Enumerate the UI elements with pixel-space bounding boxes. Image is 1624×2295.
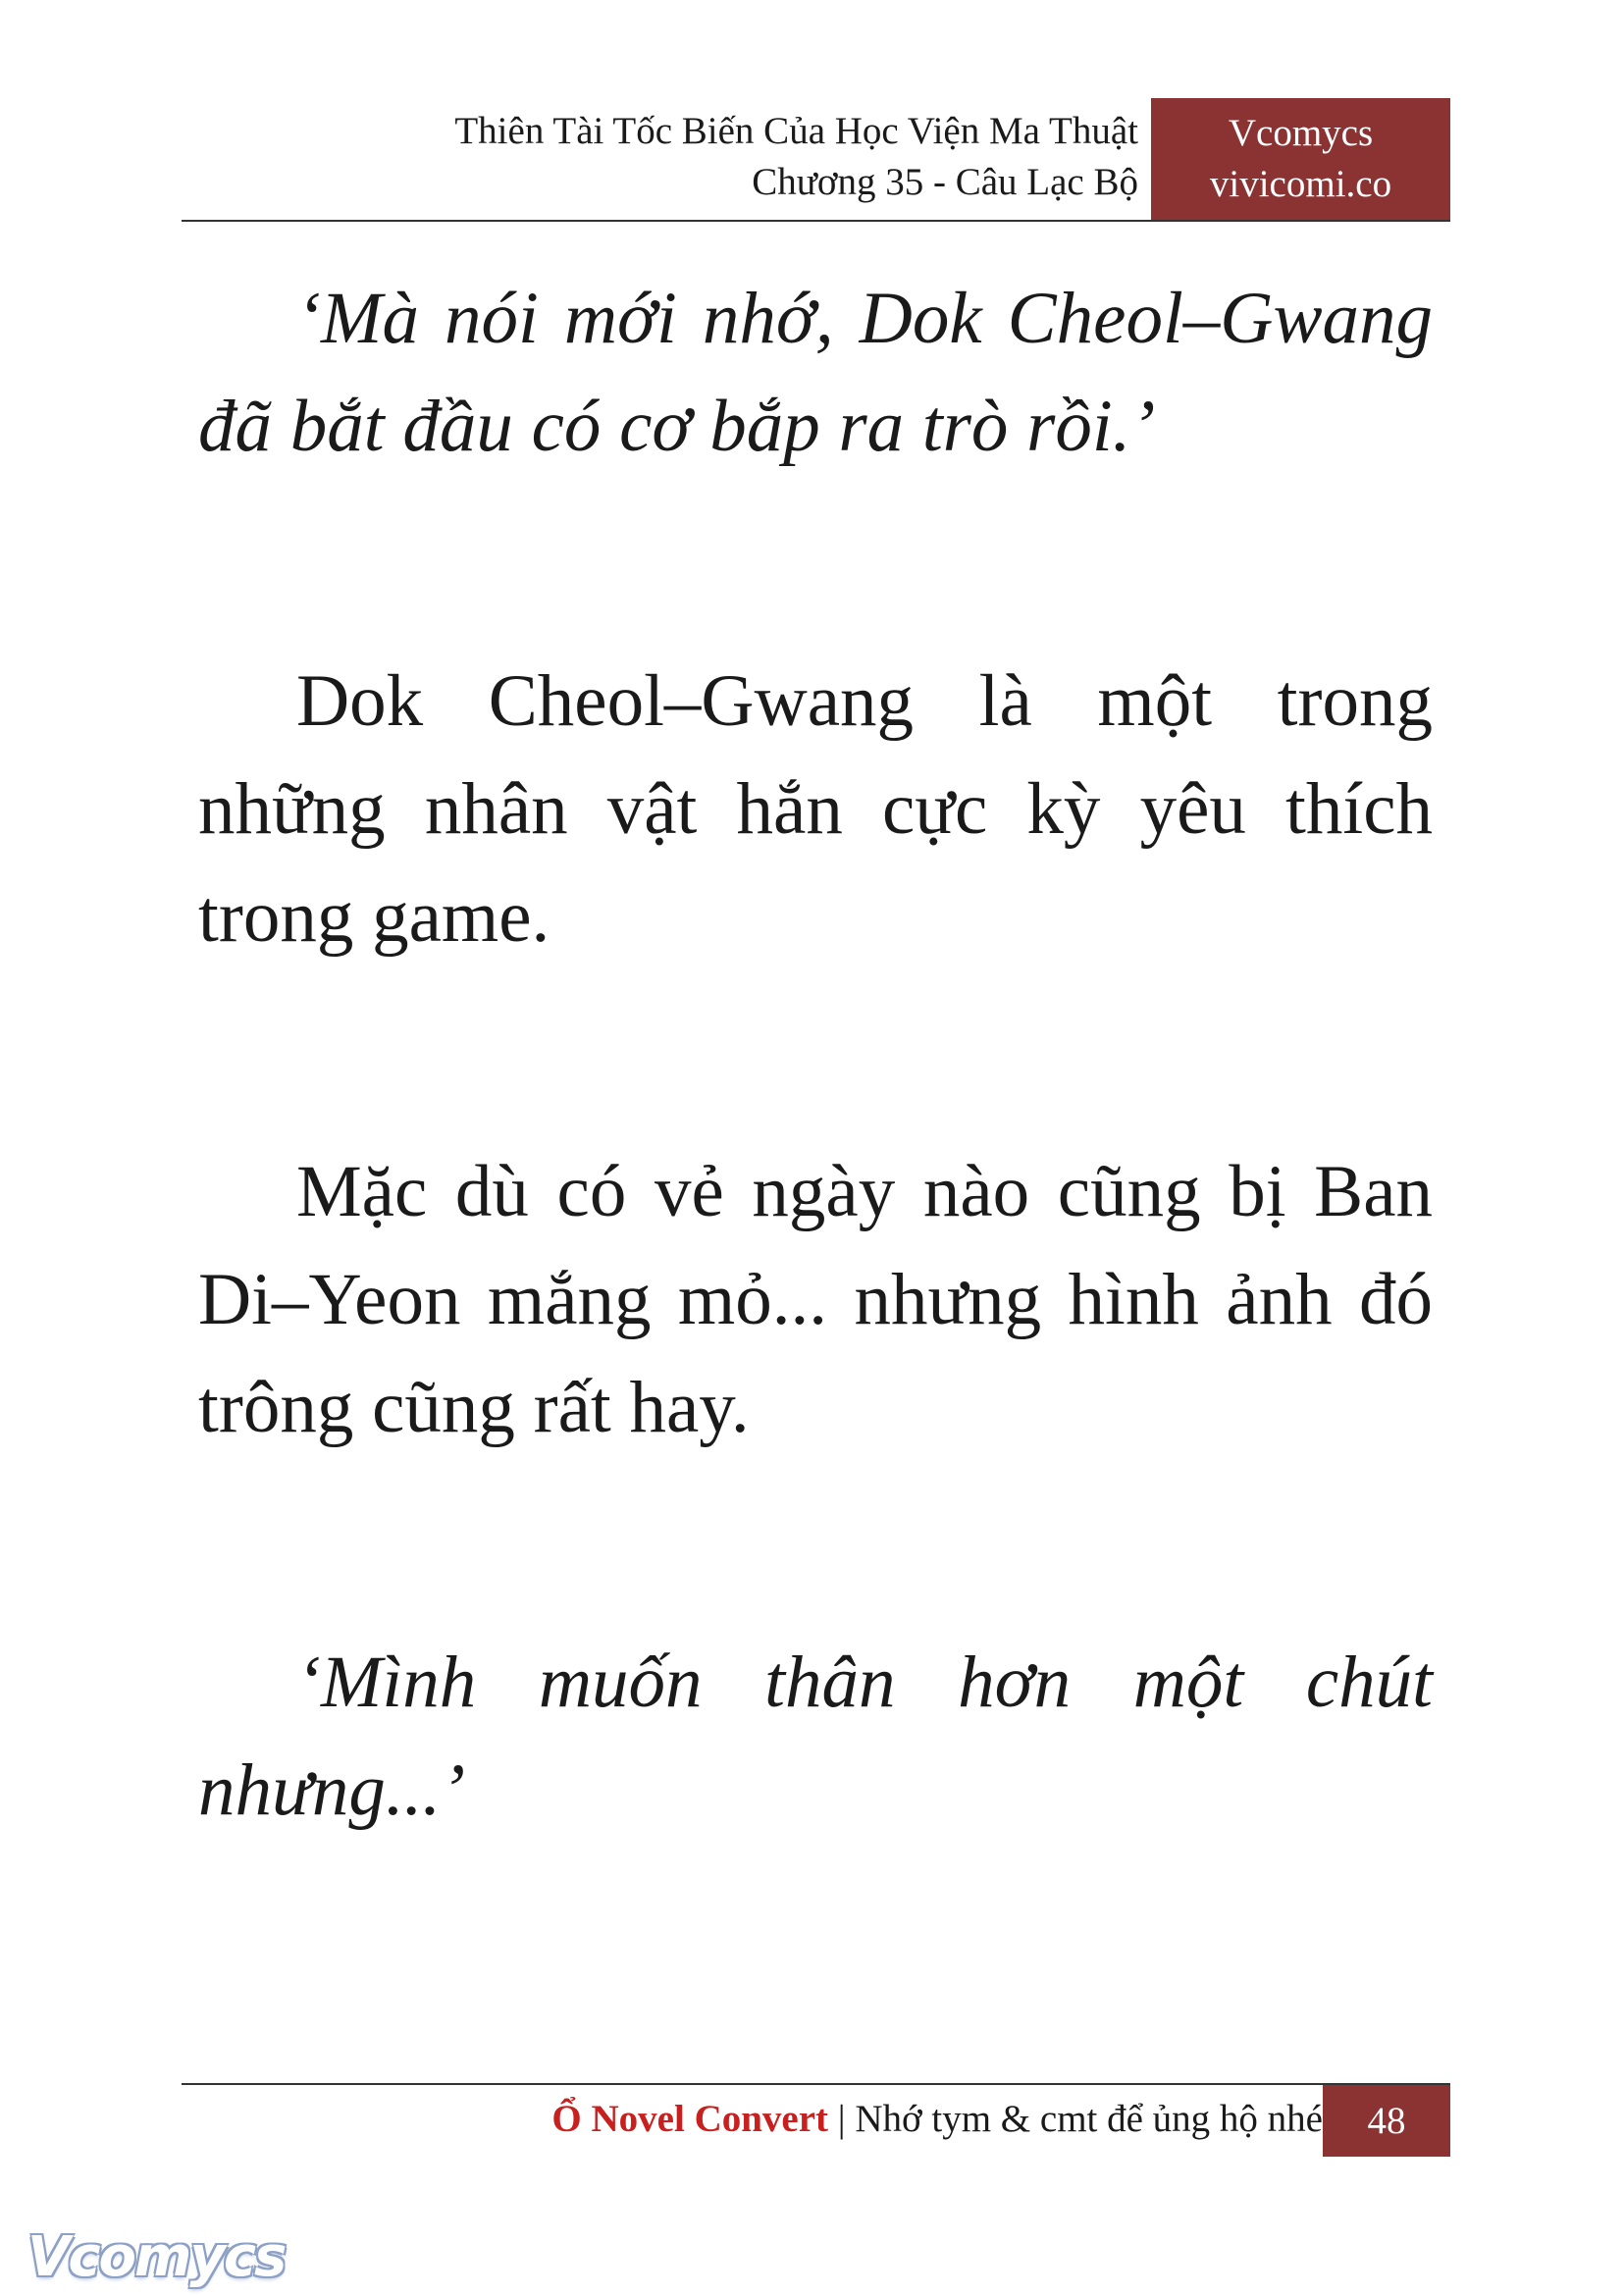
footer-brand: Ổ Novel Convert (551, 2098, 829, 2140)
book-title: Thiên Tài Tốc Biến Của Học Viện Ma Thuật (454, 110, 1138, 152)
footer-message: Nhớ tym & cmt để ủng hộ nhé (855, 2098, 1323, 2140)
watermark-logo: Vcomycs (27, 2225, 286, 2289)
page-body (198, 265, 1433, 2011)
brand-site: vivicomi.co (1209, 163, 1392, 205)
page-header (182, 98, 1450, 222)
paragraph-3: Mặc dù có vẻ ngày nào cũng bị Ban Di–Yeon mắng mỏ... nhưng hình ảnh đó trông cũng rất hay. (198, 1151, 1433, 1448)
page-footer (182, 2083, 1450, 2157)
chapter-title: Chương 35 - Câu Lạc Bộ (752, 161, 1138, 203)
header-titles (454, 106, 1138, 208)
paragraph-thought-1: ‘Mà nói mới nhớ, Dok Cheol–Gwang đã bắt đầu có cơ bắp ra trò rồi.’ (198, 278, 1433, 467)
header-brand-box (1151, 98, 1450, 220)
brand-name: Vcomycs (1228, 112, 1374, 154)
page-number: 48 (1323, 2085, 1450, 2157)
footer-text (551, 2095, 1323, 2144)
paragraph-thought-4: ‘Mình muốn thân hơn một chút nhưng...’ (198, 1642, 1433, 1831)
paragraph-2: Dok Cheol–Gwang là một trong những nhân vật hắn cực kỳ yêu thích trong game. (198, 660, 1433, 958)
footer-separator: | (828, 2098, 856, 2140)
